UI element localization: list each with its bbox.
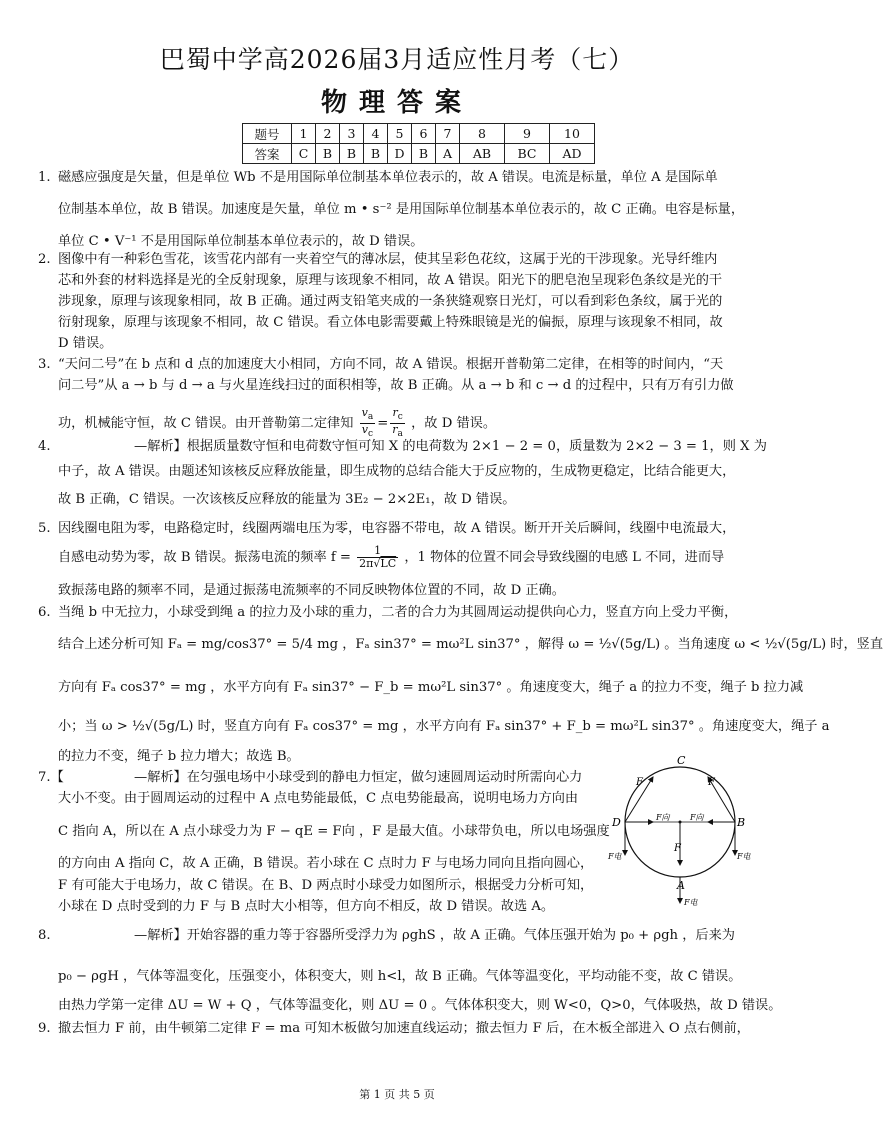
text-line: D 错误。 (58, 336, 113, 351)
text-line: 当绳 b 中无拉力，小球受到绳 a 的拉力及小球的重力，二者的合力为其圆周运动提供向心力，竖直方向上受力平衡， (58, 605, 738, 620)
label-fn2: F向 (690, 813, 704, 822)
text-line: 致振荡电路的频率不同，是通过振荡电流频率的不同反映物体位置的不同，故 D 正确。 (58, 583, 565, 598)
label-b: B (737, 816, 746, 829)
question-number: 4. (38, 439, 51, 454)
text-line: 由热力学第一定律 ΔU = W + Q ，气体等温变化，则 ΔU = 0 。气体体积变大，则 W<0，Q>0，气体吸热，故 D 错误。 (58, 998, 782, 1013)
answer-table (242, 123, 595, 164)
number-cell: 10 (550, 124, 595, 144)
question-number: 1. (38, 170, 51, 185)
text-line: C 指向 A，所以在 A 点小球受力为 F − qE = F向 ，F 是最大值。小球带负电，所以电场强度 (58, 824, 610, 839)
text-line: 功，机械能守恒，故 C 错误。由开普勒第二定律知 $\frac{v_a}{v_c}$ = $\frac{r_c}{r_a}$ ，故 D 错误。 (58, 406, 497, 440)
number-cell: 9 (505, 124, 550, 144)
answer-cell: B (340, 144, 364, 164)
text-line: 图像中有一种彩色雪花，该雪花内部有一夹着空气的薄冰层，使其呈彩色花纹，这属于光的干涉现象。光导纤维内 (58, 252, 718, 267)
text-line: 方向有 Fₐ cos37° = mg ，水平方向有 Fₐ sin37° − F_b = mω²L sin37° 。角速度变大，绳子 a 的拉力不变，绳子 b 拉力减 (58, 680, 804, 695)
text-line: 问二号”从 a → b 与 d → a 与火星连线扫过的面积相等，故 B 正确。从 a → b 和 c → d 的过程中，只有万有引力做 (58, 378, 734, 393)
page-subtitle: 物理答案 (320, 88, 473, 118)
label-a: A (677, 879, 685, 892)
number-cell: 2 (316, 124, 340, 144)
label-d: D (612, 816, 621, 829)
text-line: “天问二号”在 b 点和 d 点的加速度大小相同，方向不同，故 A 错误。根据开普勒第二定律，在相等的时间内，“天 (58, 357, 724, 372)
number-cell: 4 (364, 124, 388, 144)
text-line: 的方向由 A 指向 C，故 A 正确，B 错误。若小球在 C 点时力 F 与电场力同向且指向圆心， (58, 856, 594, 871)
question-number: 6. (38, 605, 51, 620)
question-8 (38, 926, 782, 1013)
question-number: 8. (38, 928, 51, 943)
text-line: 小；当 ω > ½√(5g/L) 时，竖直方向有 Fₐ cos37° = mg ，水平方向有 Fₐ sin37° + F_b = mω²L sin37° 。角速度变大，绳子 a (58, 719, 830, 734)
text-segment: 功，机械能守恒，故 C 错误。由开普勒第二定律知 (58, 416, 354, 432)
fraction-va-vc: $\frac{v_a}{v_c}$ (361, 406, 374, 440)
text-segment: ，故 D 错误。 (411, 416, 497, 432)
question-number: 7.【 (38, 770, 64, 785)
label-fe2: F电 (737, 852, 751, 861)
answer-cell: AD (550, 144, 595, 164)
number-cell: 3 (340, 124, 364, 144)
text-line: 涉现象，原理与该现象相同，故 B 正确。通过两支铅笔夹成的一条狭缝观察日光灯，可以看到彩色条纹，属于光的 (58, 294, 723, 309)
text-segment: 自感电动势为零，故 B 错误。振荡电流的频率 f = (58, 550, 351, 565)
question-number: 9. (38, 1021, 51, 1036)
answer-cell: C (292, 144, 316, 164)
text-line: —解析】根据质量数守恒和电荷数守恒可知 X 的电荷数为 2×1 − 2 = 0，质量数为 2×2 − 3 = 1，则 X 为 (134, 439, 767, 454)
answer-cell: A (436, 144, 460, 164)
question-5 (38, 519, 756, 599)
number-cell: 7 (436, 124, 460, 144)
text-line: —解析】在匀强电场中小球受到的静电力恒定，做匀速圆周运动时所需向心力 (134, 770, 583, 785)
text-line: F 有可能大于电场力，故 C 错误。在 B、D 两点时小球受力如图所示，根据受力分析可知， (58, 878, 594, 893)
question-1 (38, 168, 756, 248)
fraction-frequency: $\frac{1}{2\pi√LC}$ (359, 544, 397, 570)
text-line: 磁感应强度是矢量，但是单位 Wb 不是用国际单位制基本单位表示的，故 A 错误。电流是标量，单位 A 是国际单 (58, 170, 718, 185)
answer-cell: B (412, 144, 436, 164)
answer-cell: D (388, 144, 412, 164)
label-f1: F (636, 777, 643, 788)
text-line: p₀ − ρgH ，气体等温变化，压强变小，体积变大，则 h<l，故 B 正确。气体等温变化，平均动能不变，故 C 错误。 (58, 969, 742, 984)
text-line: 小球在 D 点时受到的力 F 与 B 点时大小相等，但方向不相反，故 D 错误。故选 A。 (58, 899, 555, 914)
question-9 (38, 1019, 756, 1041)
label-f3: F (674, 843, 681, 854)
row-label: 题号 (243, 124, 292, 144)
question-3 (38, 355, 756, 440)
label-fe1: F电 (608, 852, 622, 861)
text-line: 衍射现象，原理与该现象不相同，故 C 错误。看立体电影需要戴上特殊眼镜是光的偏振，原理与该现象不相同，故 (58, 315, 723, 330)
text-line: 撤去恒力 F 前，由牛顿第二定律 F = ma 可知木板做匀加速直线运动；撤去恒力 F 后，在木板全部进入 O 点右侧前， (58, 1021, 750, 1036)
answer-table-row-numbers (243, 124, 595, 144)
label-fn1: F向 (656, 813, 670, 822)
text-line: 位制基本单位，故 B 错误。加速度是矢量，单位 m • s⁻² 是用国际单位制基本单位表示的，故 C 正确。电容是标量， (58, 202, 745, 217)
text-line: 因线圈电阻为零，电路稳定时，线圈两端电压为零，电容器不带电，故 A 错误。断开开关后瞬间，线圈中电流最大， (58, 521, 736, 536)
text-segment: ，1 物体的位置不同会导致线圈的电感 L 不同，进而导 (404, 550, 725, 565)
text-line: 的拉力不变，绳子 b 拉力增大；故选 B。 (58, 749, 300, 764)
label-fe3: F电 (684, 898, 698, 907)
text-line: 大小不变。由于圆周运动的过程中 A 点电势能最低，C 点电势能最高，说明电场力方向由 (58, 791, 579, 806)
answer-cell: AB (460, 144, 505, 164)
number-cell: 5 (388, 124, 412, 144)
question-number: 3. (38, 357, 51, 372)
answer-cell: BC (505, 144, 550, 164)
page-title: 巴蜀中学高2026届3月适应性月考（七） (159, 45, 635, 74)
question-4 (38, 437, 767, 512)
answer-table-row-answers (243, 144, 595, 164)
question-number: 5. (38, 521, 51, 536)
label-f2: F (708, 777, 715, 788)
text-line: 单位 C • V⁻¹ 不是用国际单位制基本单位表示的，故 D 错误。 (58, 234, 424, 249)
question-number: 2. (38, 252, 51, 267)
text-line: 故 B 正确，C 错误。一次该核反应释放的能量为 3E₂ − 2×2E₁，故 D 错误。 (58, 492, 516, 507)
answer-cell: B (364, 144, 388, 164)
text-line: 结合上述分析可知 Fₐ = mg/cos37° = 5/4 mg ，Fₐ sin37° = mω²L sin37° ，解得 ω = ½√(5g/L) 。当角速度 ω < ½√(5g/L) 时，竖直 (58, 637, 883, 652)
answer-cell: B (316, 144, 340, 164)
text-line (58, 545, 724, 570)
text-line: 芯和外套的材料选择是光的全反射现象，原理与该现象不相同，故 A 错误。阳光下的肥皂泡呈现彩色条纹是光的干 (58, 273, 723, 288)
question-2 (38, 250, 756, 354)
text-line: 中子，故 A 错误。由题述知该核反应释放能量，即生成物的总结合能大于反应物的，生成物更稳定，比结合能更大， (58, 464, 736, 479)
row-label: 答案 (243, 144, 292, 164)
circular-motion-force-diagram (608, 755, 768, 915)
question-6 (38, 603, 883, 764)
page-footer: 第 1 页 共 5 页 (359, 1088, 435, 1101)
fraction-rc-ra: $\frac{r_c}{r_a}$ (392, 406, 403, 440)
number-cell: 1 (292, 124, 316, 144)
text-line: —解析】开始容器的重力等于容器所受浮力为 ρghS ，故 A 正确。气体压强开始为 p₀ + ρgh ，后来为 (134, 928, 735, 943)
label-c: C (677, 754, 686, 767)
number-cell: 8 (460, 124, 505, 144)
number-cell: 6 (412, 124, 436, 144)
